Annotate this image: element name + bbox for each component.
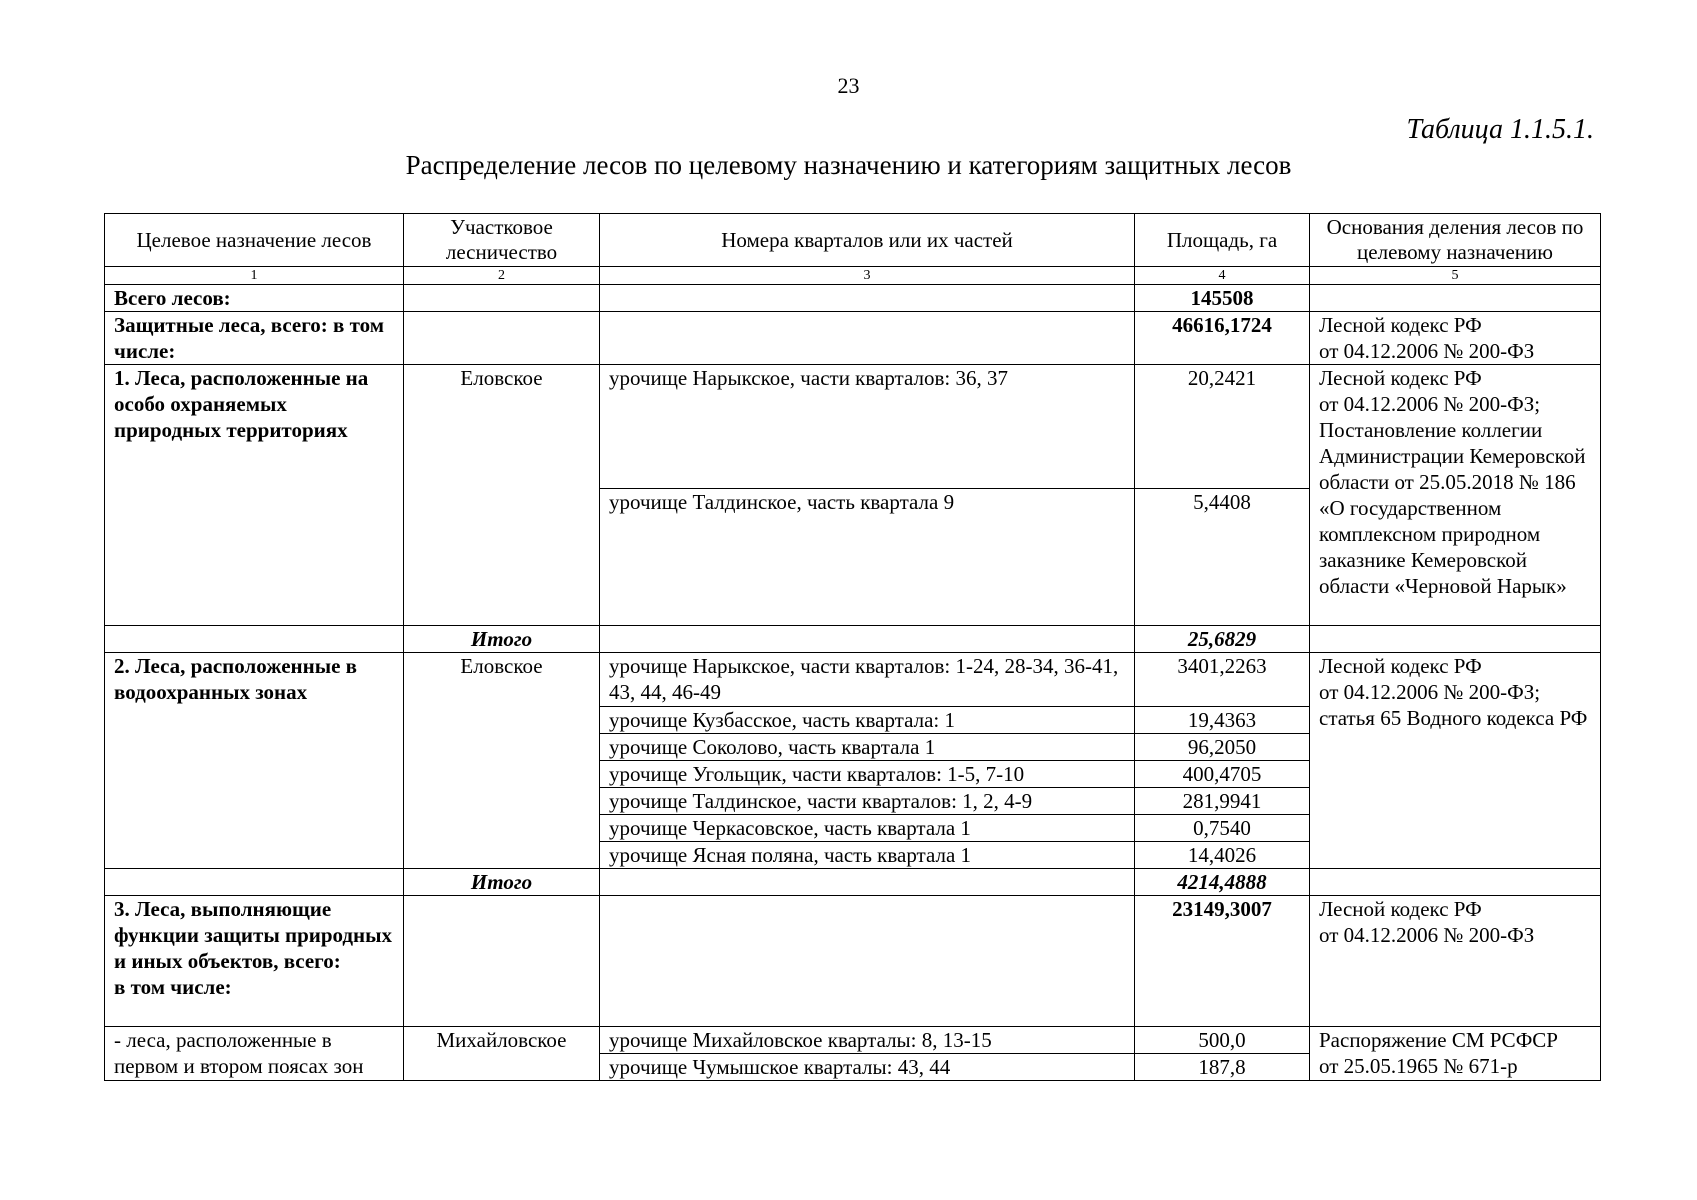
group2-area: 0,7540 xyxy=(1135,815,1310,842)
total-row xyxy=(105,285,1601,312)
protective-area: 46616,1724 xyxy=(1135,312,1310,365)
group1-subtotal-label: Итого xyxy=(404,626,600,653)
table-row xyxy=(105,365,1601,489)
group3-sub-label: - леса, расположенные в первом и втором поясах зон xyxy=(105,1027,404,1081)
header-row xyxy=(105,214,1601,267)
group2-quarters: урочище Угольщик, части кварталов: 1-5, 7-10 xyxy=(600,761,1135,788)
group2-quarters: урочище Ясная поляна, часть квартала 1 xyxy=(600,842,1135,869)
group3-basis: Лесной кодекс РФ от 04.12.2006 № 200-ФЗ xyxy=(1310,896,1601,1027)
group2-forestry: Еловское xyxy=(404,653,600,869)
group1-area: 20,2421 xyxy=(1135,365,1310,489)
protective-label: Защитные леса, всего: в том числе: xyxy=(105,312,404,365)
group1-subtotal-row xyxy=(105,626,1601,653)
header-quarters: Номера кварталов или их частей xyxy=(600,214,1135,267)
total-area: 145508 xyxy=(1135,285,1310,312)
group3-area: 23149,3007 xyxy=(1135,896,1310,1027)
group3-label: 3. Леса, выполняющие функции защиты природных и иных объектов, всего: в том числе: xyxy=(105,896,404,1027)
protective-basis: Лесной кодекс РФ от 04.12.2006 № 200-ФЗ xyxy=(1310,312,1601,365)
table-title: Распределение лесов по целевому назначению и категориям защитных лесов xyxy=(405,150,1292,180)
header-forestry: Участковое лесничество xyxy=(404,214,600,267)
group2-quarters: урочище Талдинское, части кварталов: 1, 2, 4-9 xyxy=(600,788,1135,815)
forest-distribution-table xyxy=(104,213,1601,1081)
group3-sub-quarters: урочище Михайловское кварталы: 8, 13-15 xyxy=(600,1027,1135,1054)
group3-row xyxy=(105,896,1601,1027)
group3-sub-area: 187,8 xyxy=(1135,1054,1310,1081)
group1-basis: Лесной кодекс РФ от 04.12.2006 № 200-ФЗ; Постановление коллегии Администрации Кемеровской области от 25.05.2018 № 186 «О государственном комплексном природном заказнике Кемеровской области «Черновой Нарык» xyxy=(1310,365,1601,626)
table-label: Таблица 1.1.5.1. xyxy=(1406,114,1594,145)
header-area: Площадь, га xyxy=(1135,214,1310,267)
page-number: 23 xyxy=(837,73,860,98)
group3-sub-area: 500,0 xyxy=(1135,1027,1310,1054)
table-row xyxy=(105,653,1601,707)
group2-basis: Лесной кодекс РФ от 04.12.2006 № 200-ФЗ; статья 65 Водного кодекса РФ xyxy=(1310,653,1601,869)
total-label: Всего лесов: xyxy=(105,285,404,312)
group2-area: 3401,2263 xyxy=(1135,653,1310,707)
group2-quarters: урочище Соколово, часть квартала 1 xyxy=(600,734,1135,761)
group1-quarters: урочище Нарыкское, части кварталов: 36, 37 xyxy=(600,365,1135,489)
column-number: 3 xyxy=(600,267,1135,285)
table-row xyxy=(105,1027,1601,1054)
group3-sub-basis: Распоряжение СМ РСФСР от 25.05.1965 № 671-р xyxy=(1310,1027,1601,1081)
group2-quarters: урочище Кузбасское, часть квартала: 1 xyxy=(600,707,1135,734)
group2-subtotal-label: Итого xyxy=(404,869,600,896)
group1-area: 5,4408 xyxy=(1135,489,1310,626)
group3-sub-quarters: урочище Чумышское кварталы: 43, 44 xyxy=(600,1054,1135,1081)
group2-subtotal-row xyxy=(105,869,1601,896)
column-number: 2 xyxy=(404,267,600,285)
header-basis: Основания деления лесов по целевому назначению xyxy=(1310,214,1601,267)
group2-area: 400,4705 xyxy=(1135,761,1310,788)
column-number-row xyxy=(105,267,1601,285)
group1-forestry: Еловское xyxy=(404,365,600,626)
header-purpose: Целевое назначение лесов xyxy=(105,214,404,267)
group2-subtotal-area: 4214,4888 xyxy=(1135,869,1310,896)
group2-area: 281,9941 xyxy=(1135,788,1310,815)
group2-area: 19,4363 xyxy=(1135,707,1310,734)
column-number: 4 xyxy=(1135,267,1310,285)
column-number: 5 xyxy=(1310,267,1601,285)
group1-subtotal-area: 25,6829 xyxy=(1135,626,1310,653)
protective-row xyxy=(105,312,1601,365)
group2-label: 2. Леса, расположенные в водоохранных зонах xyxy=(105,653,404,869)
group1-label: 1. Леса, расположенные на особо охраняемых природных территориях xyxy=(105,365,404,626)
group2-quarters: урочище Нарыкское, части кварталов: 1-24, 28-34, 36-41, 43, 44, 46-49 xyxy=(600,653,1135,707)
column-number: 1 xyxy=(105,267,404,285)
group2-quarters: урочище Черкасовское, часть квартала 1 xyxy=(600,815,1135,842)
group1-quarters: урочище Талдинское, часть квартала 9 xyxy=(600,489,1135,626)
group3-sub-forestry: Михайловское xyxy=(404,1027,600,1081)
group2-area: 96,2050 xyxy=(1135,734,1310,761)
group2-area: 14,4026 xyxy=(1135,842,1310,869)
